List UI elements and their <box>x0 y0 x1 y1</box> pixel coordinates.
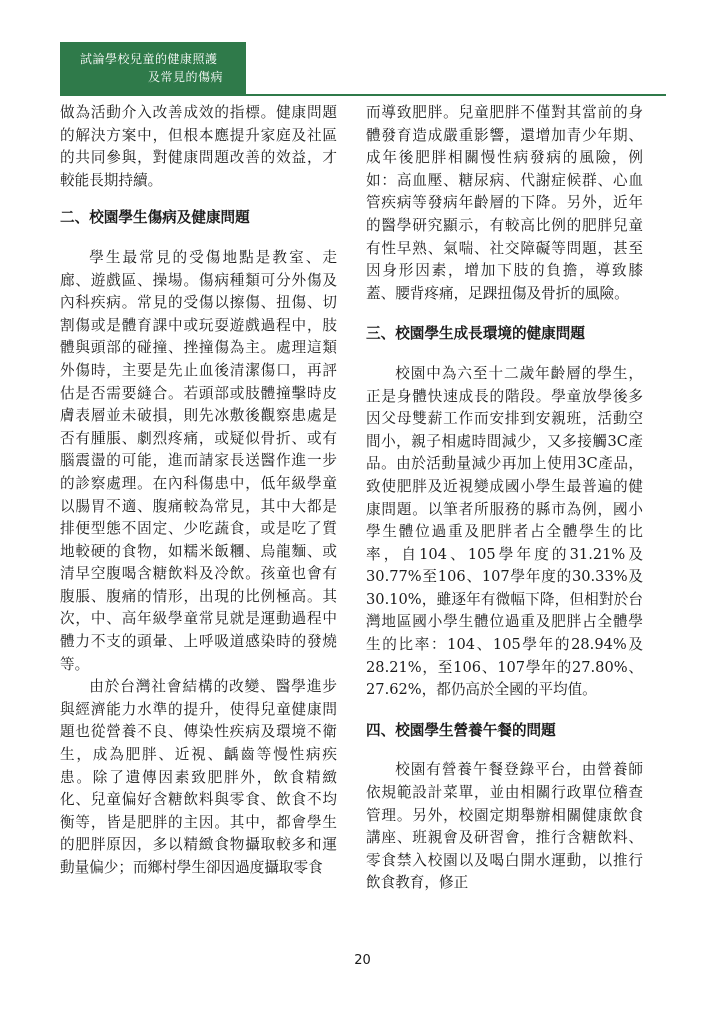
header-title-line1: 試論學校兒童的健康照護 <box>80 52 218 66</box>
page-number: 20 <box>354 953 371 968</box>
paragraph-obesity: 而導致肥胖。兒童肥胖不僅對其當前的身體發育造成嚴重影響，還增加青少年期、成年後肥胖相關慢性病發病的風險，例如：高血壓、糖尿病、代謝症候群、心血管疾病等發病年齡層的下降。另外，近年的醫學研究顯示，有較高比例的肥胖兒童有性早熟、氣喘、社交障礙等問題，甚至因身形因素，增加下肢的負擔，導致膝蓋、腰背疼痛，足踝扭傷及骨折的風險。 <box>366 104 643 302</box>
paragraph-society: 由於台灣社會結構的改變、醫學進步與經濟能力水準的提升，使得兒童健康問題也從營養不良、傳染性疾病及環境不衛生，成為肥胖、近視、齲齒等慢性病疾患。除了遺傳因素致肥胖外，飲食精緻化、兒童偏好含糖飲料與零食、飲食不均衡等，皆是肥胖的主因。其中，都會學生的肥胖原因，多以精緻食物攝取較多和運動量偏少；而鄉村學生卻因過度攝取零食 <box>60 678 337 876</box>
paragraph-injuries: 學生最常見的受傷地點是教室、走廊、遊戲區、操場。傷病種類可分外傷及內科疾病。常見的受傷以擦傷、扭傷、切割傷或是體育課中或玩耍遊戲過程中，肢體與頭部的碰撞、挫撞傷為主。處理這類外傷時，主要是先止血後清潔傷口，再評估是否需要縫合。若頭部或肢體撞擊時皮膚表層並未破損，則先冰敷後觀察患處是否有腫脹、劇烈疼痛，或疑似骨折、或有腦震盪的可能，進而請家長送醫作進一步的診察處理。在內科傷患中，低年級學童以腸胃不適、腹痛較為常見，其中大都是排便型態不固定、少吃蔬食，或是吃了質地較硬的食物，如糯米飯糰、烏龍麵、或清早空腹喝含糖飲料及冷飲。孩童也會有腹脹、腹痛的情形，出現的比例極高。其次，中、高年級學童常見就是運動過程中體力不支的頭暈、上呼吸道感染時的發燒等。 <box>60 248 337 673</box>
paragraph-growth: 校園中為六至十二歲年齡層的學生，正是身體快速成長的階段。學童放學後多因父母雙薪工作而安排到安親班，活動空間小，親子相處時間減少，又多接觸3C產品。由於活動量減少再加上使用3C產品，致使肥胖及近視變成國小學生最普遍的健康問題。以筆者所服務的縣市為例，國小學生體位過重及肥胖者占全體學生的比率，自104、105學年度的31.21%及30.77%至106、107學年度的30.33%及30.10%，雖逐年有微幅下降，但相對於台灣地區國小學生體位過重及肥胖占全體學生的比率：104、105學年的28.94%及28.21%，至106、107學年的27.80%、27.62%，都仍高於全國的平均值。 <box>366 364 643 699</box>
header-divider <box>60 94 666 96</box>
right-column <box>366 102 643 895</box>
section-heading-2: 二、校園學生傷病及健康問題 <box>60 209 250 227</box>
paragraph-intro: 做為活動介入改善成效的指標。健康問題的解決方案中，但根本應提升家庭及社區的共同參與，對健康問題改善的效益，才較能長期持續。 <box>60 104 337 189</box>
section-heading-4: 四、校園學生營養午餐的問題 <box>366 721 556 739</box>
section-heading-3: 三、校園學生成長環境的健康問題 <box>366 325 585 343</box>
paragraph-lunch: 校園有營養午餐登錄平台，由營養師依規範設計菜單，並由相關行政單位稽查管理。另外，校園定期舉辦相關健康飲食講座、班親會及研習會，推行含糖飲料、零食禁入校園以及喝白開水運動，以推行飲食教育，修正 <box>366 761 643 892</box>
header-title-line2: 及常見的傷病 <box>148 70 224 84</box>
running-header <box>60 42 246 94</box>
left-column <box>60 102 337 880</box>
